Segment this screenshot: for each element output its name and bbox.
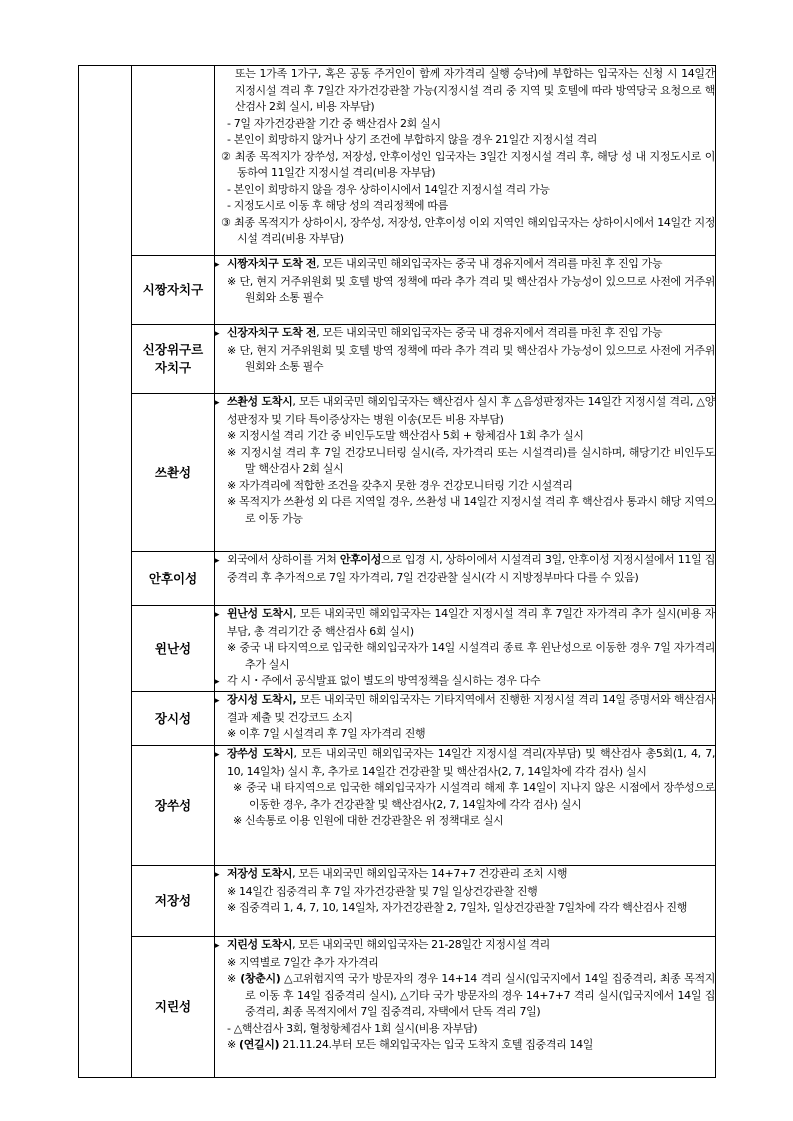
policy-cell	[215, 66, 716, 256]
region-cell: 장쑤성	[132, 746, 215, 866]
table-row	[79, 746, 716, 866]
region-cell: 쓰촨성	[132, 394, 215, 552]
policy-text: , 모든 내외국민 해외입국자는 14+7+7 건강관리 조치 시행	[292, 867, 568, 880]
policy-text	[215, 673, 715, 691]
policy-text	[215, 971, 715, 1021]
table-row	[79, 394, 716, 552]
policy-cell	[215, 552, 716, 606]
triangle-bullet-icon: ▸	[215, 750, 220, 760]
region-cell: 윈난성	[132, 606, 215, 692]
region-cell	[132, 325, 215, 394]
region-cell: 지린성	[132, 937, 215, 1078]
policy-text	[215, 325, 715, 343]
triangle-bullet-icon: ▸	[215, 610, 220, 620]
policy-text: , 모든 내외국민 해외입국자는 중국 내 경유지에서 격리를 마친 후 진입 가능	[316, 257, 663, 270]
policy-text: , 모든 내외국민 해외입국자는 21-28일간 지정시설 격리	[292, 938, 550, 951]
policy-text: 으로 입경 시, 상하이에서 시설격리 3일, 안후이성 지정시설에서 11일 집중격리 후 추가적으로 7일 자가격리, 7일 건강관찰 실시(각 시 지방정부마다 다를 수 있음)	[227, 553, 715, 584]
policy-text	[215, 1037, 715, 1054]
policy-highlight: 시짱자치구 도착 전	[227, 257, 317, 270]
policy-text: ※ 집중격리 1, 4, 7, 10, 14일차, 자가건강관찰 2, 7일차, 일상건강관찰 7일차에 각각 핵산검사 진행	[227, 901, 687, 914]
policy-cell	[215, 256, 716, 325]
table-row	[79, 552, 716, 606]
policy-cell	[215, 746, 716, 866]
policy-text	[215, 606, 715, 640]
policy-text: ※ 중국 내 타지역으로 입국한 해외입국자가 시설격리 해제 후 14일이 지나지 않은 시점에서 장쑤성으로 이동한 경우, 추가 건강관찰 및 핵산검사(2, 7, 14일차에 각각 검사) 실시	[233, 781, 715, 811]
region-label-line: 자치구	[154, 360, 192, 375]
region-label-line: 신장위구르	[142, 342, 204, 357]
category-cell	[79, 66, 132, 1078]
quarantine-policy-table	[78, 65, 716, 1078]
policy-text	[215, 256, 715, 274]
policy-cell	[215, 394, 716, 552]
table-row	[79, 606, 716, 692]
region-cell: 저장성	[132, 866, 215, 937]
policy-text: 모든 내외국민 해외입국자는 기타지역에서 진행한 지정시설 격리 14일 증명서와 핵산검사 결과 제출 및 건강코드 소지	[227, 693, 715, 724]
policy-highlight: 쓰촨성 도착시	[227, 395, 293, 408]
policy-text: - △핵산검사 3회, 혈청항체검사 1회 실시(비용 자부담)	[227, 1021, 478, 1035]
policy-text: ※ 이후 7일 시설격리 후 7일 자가격리 진행	[227, 727, 426, 740]
policy-text: ※ 단, 현지 거주위원회 및 호텔 방역 정책에 따라 추가 격리 및 핵산검사 가능성이 있으므로 사전에 거주위원회와 소통 필수	[227, 343, 715, 373]
triangle-bullet-icon: ▸	[215, 870, 220, 880]
policy-text: - 7일 자가건강관찰 기간 중 핵산검사 2회 실시	[227, 116, 441, 130]
policy-text: △고위험지역 국가 방문자의 경우 14+14 격리 실시(입국지에서 14일 집중격리, 최종 목적지로 이동 후 14일 집중격리 실시), △기타 국가 방문자의 경우 14+7+7 격리 실시(입국지에서 14일 집중격리, 최종 목적지에서 7일 집중격리, 자택에서 단독 격리 7일)	[245, 972, 715, 1018]
policy-text: ※ 신속통로 이용 인원에 대한 건강관찰은 위 정책대로 실시	[233, 814, 504, 827]
policy-text	[215, 394, 715, 428]
policy-highlight: 안후이성	[339, 553, 381, 566]
policy-text: ※ 단, 현지 거주위원회 및 호텔 방역 정책에 따라 추가 격리 및 핵산검사 가능성이 있으므로 사전에 거주위원회와 소통 필수	[227, 274, 715, 304]
triangle-bullet-icon: ▸	[215, 941, 220, 951]
policy-text: ※ 지정시설 격리 기간 중 비인두도말 핵산검사 5회 + 항체검사 1회 추가 실시	[227, 429, 584, 442]
policy-cell	[215, 937, 716, 1078]
policy-text	[215, 937, 715, 955]
policy-text: ② 최종 목적지가 장쑤성, 저장성, 안후이성인 입국자는 3일간 지정시설 격리 후, 해당 성 내 지정도시로 이동하여 11일간 지정시설 격리(비용 자부담)	[221, 149, 715, 179]
policy-text: 21.11.24.부터 모든 해외입국자는 입국 도착지 호텔 집중격리 14일	[279, 1038, 594, 1051]
policy-text: ③ 최종 목적지가 상하이시, 장쑤성, 저장성, 안후이성 이외 지역인 해외입국자는 상하이시에서 14일간 지정시설 격리(비용 자부담)	[221, 215, 715, 245]
policy-text: ※ 중국 내 타지역으로 입국한 해외입국자가 14일 시설격리 종료 후 윈난성으로 이동한 경우 7일 자가격리 추가 실시	[227, 641, 715, 671]
policy-highlight: 저장성 도착시	[227, 867, 293, 880]
policy-text	[215, 692, 715, 726]
policy-highlight: (연길시)	[239, 1038, 280, 1051]
triangle-bullet-icon: ▸	[215, 398, 220, 408]
triangle-bullet-icon: ▸	[215, 696, 220, 706]
policy-highlight: 지린성 도착시	[227, 938, 293, 951]
triangle-bullet-icon: ▸	[215, 329, 220, 339]
table-row	[79, 937, 716, 1078]
policy-text: , 모든 내외국민 해외입국자는 14일간 지정시설 격리(자부담) 및 핵산검사 총5회(1, 4, 7, 10, 14일차) 실시 후, 추가로 14일간 건강관찰 및 핵산검사(2, 7, 14일차에 각각 검사) 실시	[227, 747, 715, 778]
policy-text	[215, 746, 715, 780]
policy-cell	[215, 692, 716, 746]
policy-cell	[215, 606, 716, 692]
table-row	[79, 325, 716, 394]
region-cell: 장시성	[132, 692, 215, 746]
policy-text: - 본인이 희망하지 않을 경우 상하이시에서 14일간 지정시설 격리 가능	[227, 182, 550, 196]
policy-text: ※ 자가격리에 적합한 조건을 갖추지 못한 경우 건강모니터링 기간 시설격리	[227, 478, 573, 492]
region-cell	[132, 66, 215, 256]
policy-highlight: (창춘시)	[240, 972, 281, 985]
triangle-bullet-icon: ▸	[215, 677, 220, 687]
policy-text: 외국에서 상하이를 거쳐	[227, 553, 340, 566]
policy-cell	[215, 866, 716, 937]
triangle-bullet-icon: ▸	[215, 260, 220, 270]
policy-text: ※ 지정시설 격리 후 7일 건강모니터링 실시(즉, 자가격리 또는 시설격리)를 실시하며, 해당기간 비인두도말 핵산검사 2회 실시	[227, 445, 715, 475]
triangle-bullet-icon: ▸	[215, 556, 220, 566]
policy-highlight: 신장자치구 도착 전	[227, 326, 317, 339]
table-row	[79, 66, 716, 256]
policy-text	[215, 552, 715, 586]
policy-text: , 모든 내외국민 해외입국자는 14일간 지정시설 격리 후 7일간 자가격리 추가 실시(비용 자부담, 총 격리기간 중 핵산검사 6회 실시)	[227, 607, 715, 638]
policy-highlight: 장시성 도착시,	[227, 693, 297, 706]
policy-text: 각 시・주에서 공식발표 없이 별도의 방역정책을 실시하는 경우 다수	[227, 674, 541, 687]
table-row	[79, 866, 716, 937]
policy-text: - 지정도시로 이동 후 해당 성의 격리정책에 따름	[227, 199, 448, 212]
table-row	[79, 256, 716, 325]
policy-highlight: 장쑤성 도착시	[227, 747, 294, 760]
policy-text: ※	[227, 1038, 240, 1051]
policy-text: - 본인이 희망하지 않거나 상기 조건에 부합하지 않을 경우 21일간 지정시설 격리	[227, 133, 598, 146]
policy-text: 또는 1가족 1가구, 혹은 공동 주거인이 함께 자가격리 실행 승낙)에 부합하는 입국자는 신청 시 14일간 지정시설 격리 후 7일간 자가건강관찰 가능(지정시설 격리 중 지역 및 호텔에 따라 방역당국 요청으로 핵산검사 2회 실시, 비용 자부담)	[235, 67, 715, 113]
policy-text: , 모든 내외국민 해외입국자는 핵산검사 실시 후 △음성판정자는 14일간 지정시설 격리, △양성판정자 및 기타 특이증상자는 병원 이송(모든 비용 자부담)	[227, 395, 715, 426]
table-row	[79, 692, 716, 746]
policy-highlight: 윈난성 도착시	[227, 607, 293, 620]
policy-text: , 모든 내외국민 해외입국자는 중국 내 경유지에서 격리를 마친 후 진입 가능	[316, 326, 663, 339]
policy-text: ※ 지역별로 7일간 추가 자가격리	[227, 955, 379, 969]
policy-text: ※	[227, 972, 241, 985]
policy-text: ※ 목적지가 쓰촨성 외 다른 지역일 경우, 쓰촨성 내 14일간 지정시설 격리 후 핵산검사 통과시 해당 지역으로 이동 가능	[227, 495, 715, 525]
policy-cell	[215, 325, 716, 394]
region-cell: 안후이성	[132, 552, 215, 606]
policy-text	[215, 866, 715, 884]
policy-text: ※ 14일간 집중격리 후 7일 자가건강관찰 및 7일 일상건강관찰 진행	[227, 884, 538, 898]
region-cell: 시짱자치구	[132, 256, 215, 325]
